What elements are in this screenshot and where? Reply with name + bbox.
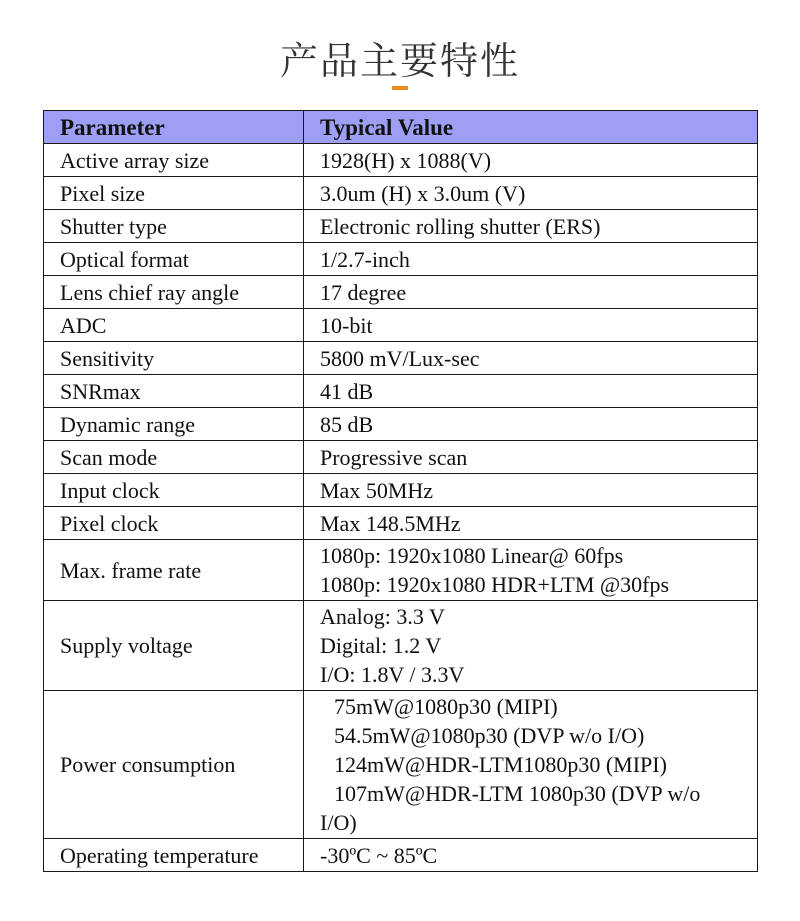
page-title: 产品主要特性 xyxy=(279,39,520,83)
table-row xyxy=(44,839,758,872)
value-line: 107mW@HDR-LTM 1080p30 (DVP w/o xyxy=(334,781,701,806)
value-cell: Progressive scan xyxy=(304,441,758,474)
table-row xyxy=(44,691,758,839)
value-cell: 10-bit xyxy=(304,309,758,342)
value-cell xyxy=(304,601,758,691)
param-cell: Operating temperature xyxy=(44,839,304,872)
header-typical-value: Typical Value xyxy=(304,111,758,144)
value-line: 1080p: 1920x1080 HDR+LTM @30fps xyxy=(320,572,670,597)
value-line: 124mW@HDR-LTM1080p30 (MIPI) xyxy=(334,752,667,777)
value-cell: 3.0um (H) x 3.0um (V) xyxy=(304,177,758,210)
param-cell: ADC xyxy=(44,309,304,342)
value-line: I/O: 1.8V / 3.3V xyxy=(320,662,465,687)
table-row xyxy=(44,601,758,691)
param-cell: Optical format xyxy=(44,243,304,276)
value-cell: 1928(H) x 1088(V) xyxy=(304,144,758,177)
value-cell: Max 148.5MHz xyxy=(304,507,758,540)
table-row xyxy=(44,474,758,507)
value-line: 1080p: 1920x1080 Linear@ 60fps xyxy=(320,543,624,568)
value-cell: 85 dB xyxy=(304,408,758,441)
value-line: Digital: 1.2 V xyxy=(320,633,442,658)
header-parameter: Parameter xyxy=(44,111,304,144)
param-cell: Pixel clock xyxy=(44,507,304,540)
value-cell xyxy=(304,691,758,839)
table-row xyxy=(44,144,758,177)
table-header-row xyxy=(44,111,758,144)
param-cell: Dynamic range xyxy=(44,408,304,441)
param-cell: Active array size xyxy=(44,144,304,177)
param-cell: Supply voltage xyxy=(44,601,304,691)
value-line: 54.5mW@1080p30 (DVP w/o I/O) xyxy=(334,723,645,748)
value-cell: 17 degree xyxy=(304,276,758,309)
param-cell: Input clock xyxy=(44,474,304,507)
value-line: I/O) xyxy=(320,810,357,835)
table-row xyxy=(44,507,758,540)
value-line: Analog: 3.3 V xyxy=(320,604,445,629)
table-row xyxy=(44,210,758,243)
value-cell: Electronic rolling shutter (ERS) xyxy=(304,210,758,243)
value-cell: -30ºC ~ 85ºC xyxy=(304,839,758,872)
title-accent-bar xyxy=(392,86,408,90)
table-row xyxy=(44,408,758,441)
spec-table xyxy=(43,110,758,872)
param-cell: Sensitivity xyxy=(44,342,304,375)
table-row xyxy=(44,441,758,474)
value-cell: 1/2.7-inch xyxy=(304,243,758,276)
table-row xyxy=(44,243,758,276)
param-cell: Scan mode xyxy=(44,441,304,474)
table-row xyxy=(44,342,758,375)
table-row xyxy=(44,375,758,408)
param-cell: Max. frame rate xyxy=(44,540,304,601)
param-cell: Pixel size xyxy=(44,177,304,210)
param-cell: Lens chief ray angle xyxy=(44,276,304,309)
value-line: 75mW@1080p30 (MIPI) xyxy=(334,694,558,719)
param-cell: Power consumption xyxy=(44,691,304,839)
param-cell: Shutter type xyxy=(44,210,304,243)
value-cell xyxy=(304,540,758,601)
table-row xyxy=(44,177,758,210)
table-row xyxy=(44,309,758,342)
table-row xyxy=(44,540,758,601)
param-cell: SNRmax xyxy=(44,375,304,408)
table-row xyxy=(44,276,758,309)
value-cell: 5800 mV/Lux-sec xyxy=(304,342,758,375)
value-cell: Max 50MHz xyxy=(304,474,758,507)
value-cell: 41 dB xyxy=(304,375,758,408)
